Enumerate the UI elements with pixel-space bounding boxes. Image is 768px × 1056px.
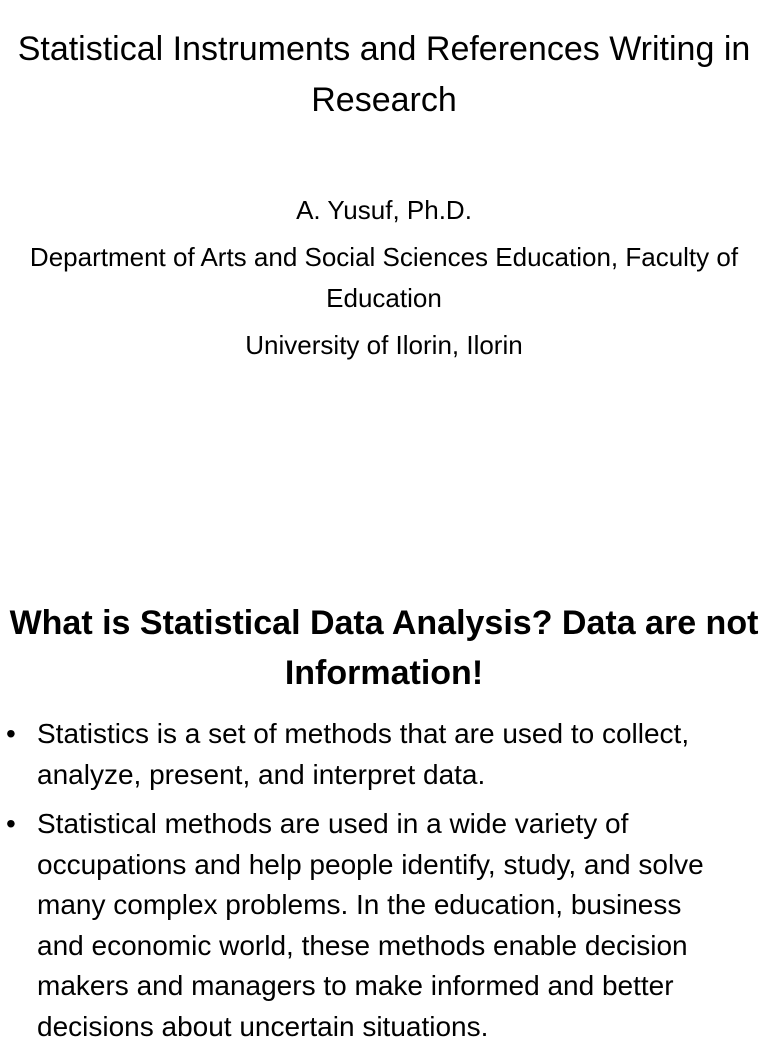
university-name: University of Ilorin, Ilorin: [245, 330, 523, 360]
author-block: [0, 190, 768, 372]
bullet-item: [0, 714, 720, 795]
slide-heading: What is Statistical Data Analysis? Data are not Information!: [9, 604, 759, 692]
content-slide: [0, 576, 768, 1042]
bullet-text: Statistics is a set of methods that are used to collect, analyze, present, and interpret data.: [37, 718, 690, 790]
bullet-list: [0, 714, 720, 1056]
author-name: A. Yusuf, Ph.D.: [296, 195, 472, 225]
presentation-title: Statistical Instruments and References Writing in Research: [17, 30, 751, 119]
bullet-item: [0, 804, 720, 1047]
bullet-text: Statistical methods are used in a wide variety of occupations and help people identify, study, and solve many complex problems. In the education, business and economic world, these methods enable decision makers and managers to make informed and better decisions about uncertain situations.: [37, 808, 704, 1042]
department-name: Department of Arts and Social Sciences Education, Faculty of Education: [29, 242, 739, 313]
bullet-icon: •: [6, 808, 16, 839]
bullet-icon: •: [6, 718, 16, 749]
